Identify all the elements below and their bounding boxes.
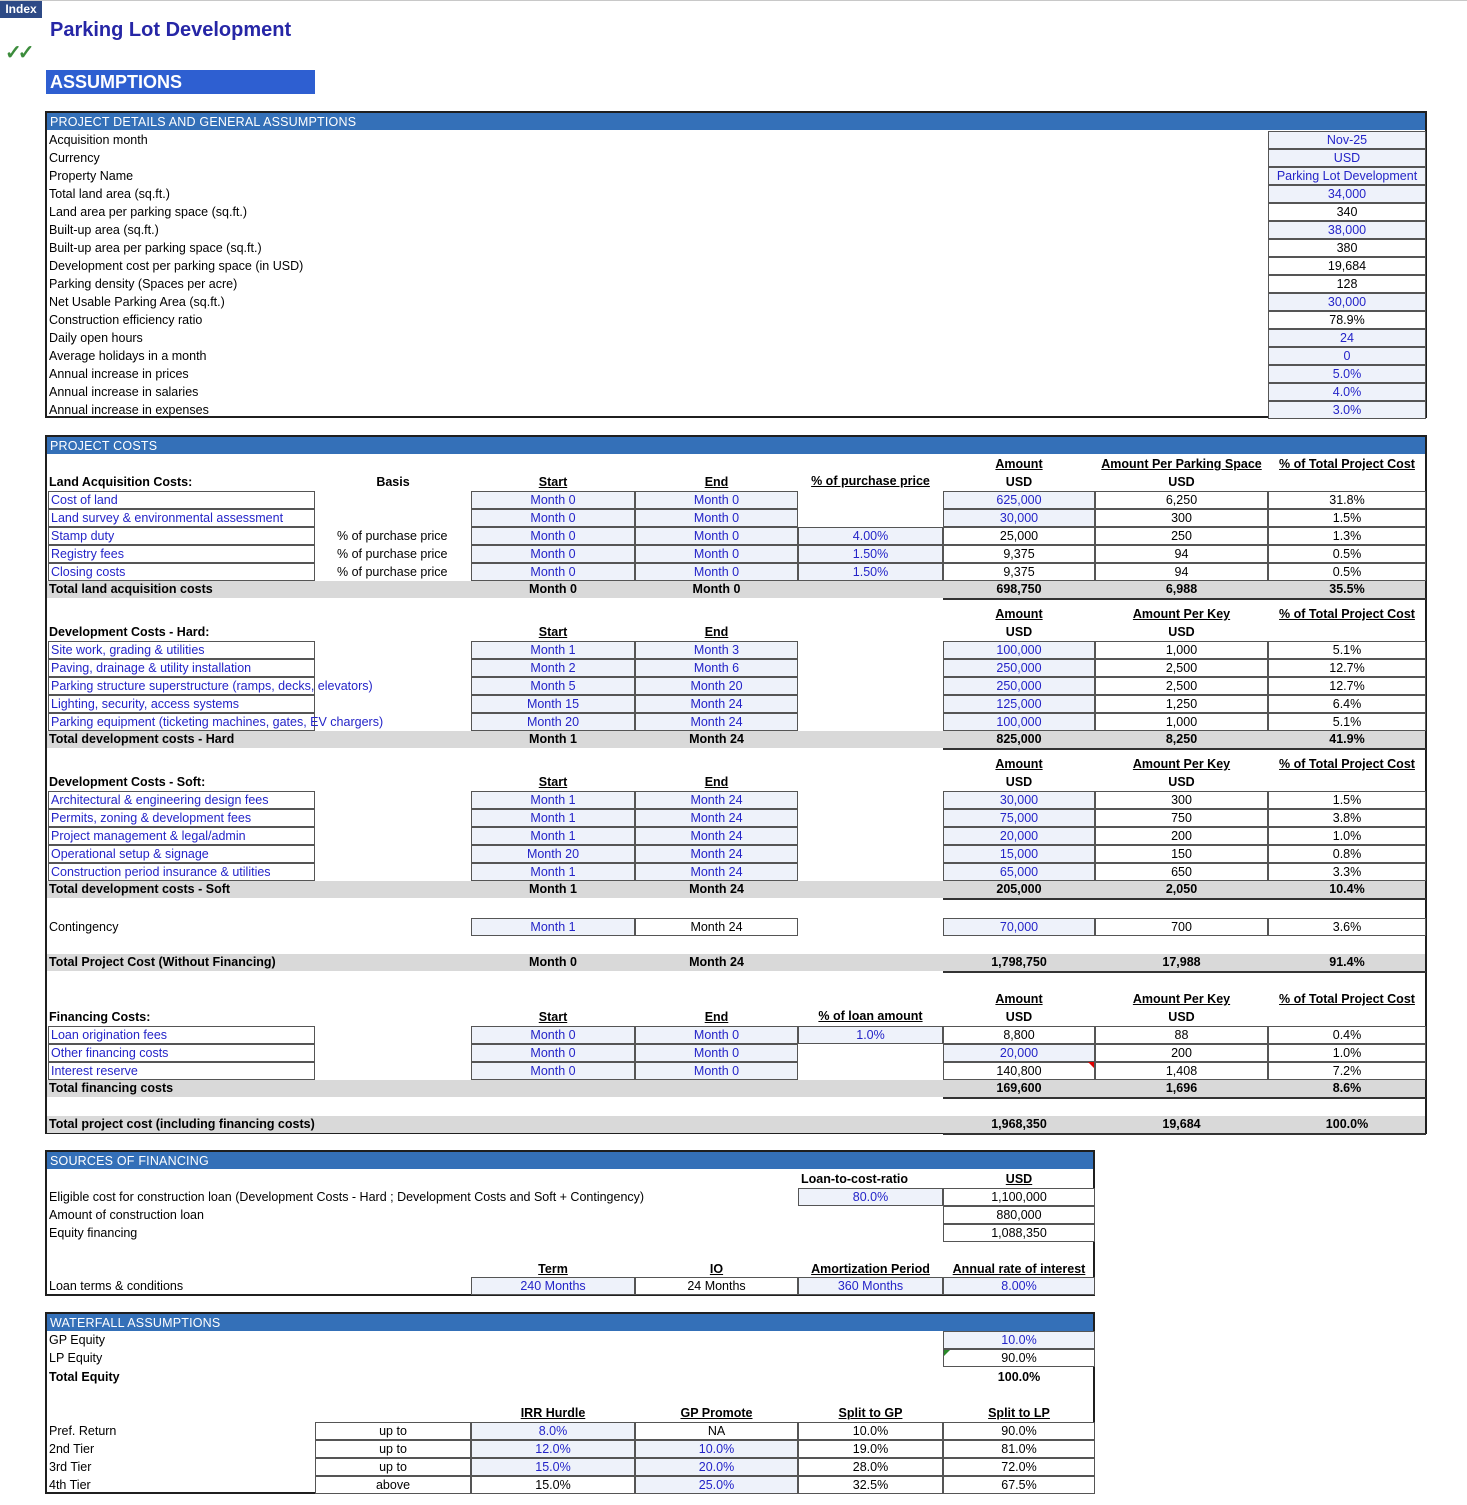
cost-item-per: 6,250	[1095, 491, 1268, 509]
total-start: Month 0	[529, 582, 577, 596]
tier-irr[interactable]: 15.0%	[471, 1458, 635, 1476]
cost-item-end[interactable]: Month 20	[635, 677, 798, 695]
per-usd-header: USD	[1168, 1010, 1195, 1024]
cost-item-end[interactable]: Month 0	[635, 1044, 798, 1062]
detail-value: 19,684	[1268, 257, 1426, 275]
amount-header: Amount	[995, 457, 1043, 471]
cost-item-amount: 8,800	[943, 1026, 1095, 1044]
total-double-line	[943, 1133, 1426, 1135]
total-per: 2,050	[1165, 882, 1198, 896]
cost-item-label[interactable]: Stamp duty	[48, 527, 315, 545]
ltc-input[interactable]: 80.0%	[798, 1188, 943, 1206]
split-lp-header: Split to LP	[988, 1406, 1050, 1420]
tier-label: 4th Tier	[49, 1478, 91, 1492]
pct-total-header: % of Total Project Cost	[1279, 992, 1415, 1006]
cost-item-basis: % of purchase price	[337, 565, 448, 579]
cost-item-end[interactable]: Month 24	[635, 695, 798, 713]
total-amount: 205,000	[996, 882, 1042, 896]
cost-item-share: 5.1%	[1268, 641, 1426, 659]
cost-item-start[interactable]: Month 0	[471, 491, 635, 509]
cost-item-amount[interactable]: 20,000	[943, 1044, 1095, 1062]
cost-item-label[interactable]: Paving, drainage & utility installation	[48, 659, 315, 677]
total-double-line	[943, 971, 1426, 973]
detail-value[interactable]: USD	[1268, 149, 1426, 167]
cost-item-start[interactable]: Month 1	[471, 863, 635, 881]
page-title: Parking Lot Development	[50, 19, 292, 41]
cost-item-end[interactable]: Month 6	[635, 659, 798, 677]
cost-item-per: 200	[1095, 827, 1268, 845]
rate-input[interactable]: 8.00%	[943, 1277, 1095, 1295]
cost-item-share: 0.4%	[1268, 1026, 1426, 1044]
tier-condition: up to	[315, 1422, 471, 1440]
total-label: Total financing costs	[49, 1081, 174, 1095]
cost-item-label[interactable]: Lighting, security, access systems	[48, 695, 315, 713]
cost-item-pct[interactable]: 1.50%	[798, 545, 943, 563]
total-double-line	[943, 1097, 1426, 1099]
start-header: Start	[538, 475, 568, 489]
tier-split-lp: 90.0%	[943, 1422, 1095, 1440]
cost-item-per: 1,000	[1095, 641, 1268, 659]
gp-equity-label: GP Equity	[49, 1333, 106, 1347]
top-border	[0, 0, 1467, 1]
pct-header: % of purchase price	[811, 474, 930, 488]
cost-item-label[interactable]: Construction period insurance & utilities	[48, 863, 315, 881]
cost-item-end[interactable]: Month 0	[635, 509, 798, 527]
cost-item-end[interactable]: Month 0	[635, 545, 798, 563]
cost-item-start[interactable]: Month 0	[471, 545, 635, 563]
tier-label: Pref. Return	[49, 1424, 117, 1438]
cost-item-per: 650	[1095, 863, 1268, 881]
cost-item-start[interactable]: Month 1	[471, 809, 635, 827]
cost-item-label[interactable]: Land survey & environmental assessment	[48, 509, 315, 527]
detail-value[interactable]: 0	[1268, 347, 1426, 365]
start-header: Start	[538, 625, 568, 639]
io-header: IO	[709, 1262, 724, 1276]
cost-item-amount[interactable]: 250,000	[943, 677, 1095, 695]
cost-item-label[interactable]: Closing costs	[48, 563, 315, 581]
cost-item-pct[interactable]: 4.00%	[798, 527, 943, 545]
basis-header: Basis	[376, 475, 410, 489]
cost-item-start[interactable]: Month 2	[471, 659, 635, 677]
detail-label: Total land area (sq.ft.)	[49, 187, 170, 201]
cost-item-label[interactable]: Project management & legal/admin	[48, 827, 315, 845]
cost-item-end[interactable]: Month 24	[635, 713, 798, 731]
cost-item-per: 1,000	[1095, 713, 1268, 731]
total-per: 19,684	[1162, 1117, 1201, 1131]
total-equity-label: Total Equity	[49, 1370, 120, 1384]
total-share: 10.4%	[1329, 882, 1365, 896]
cost-item-share: 1.0%	[1268, 1044, 1426, 1062]
cost-item-per: 1,250	[1095, 695, 1268, 713]
detail-value[interactable]: 34,000	[1268, 185, 1426, 203]
loan-amount-value: 880,000	[943, 1206, 1095, 1224]
total-per: 1,696	[1165, 1081, 1198, 1095]
gp-equity-input[interactable]: 10.0%	[943, 1331, 1095, 1349]
split-gp-header: Split to GP	[838, 1406, 903, 1420]
assumptions-banner: ASSUMPTIONS	[46, 70, 315, 94]
waterfall-header: WATERFALL ASSUMPTIONS	[47, 1314, 1093, 1331]
tier-irr[interactable]: 12.0%	[471, 1440, 635, 1458]
start-header: Start	[538, 775, 568, 789]
cost-item-amount[interactable]: 75,000	[943, 809, 1095, 827]
cost-item-start[interactable]: Month 5	[471, 677, 635, 695]
total-start: Month 1	[529, 882, 577, 896]
per-usd-header: USD	[1168, 625, 1195, 639]
cost-item-label[interactable]: Operational setup & signage	[48, 845, 315, 863]
total-share: 100.0%	[1325, 1117, 1369, 1131]
cost-item-start[interactable]: Month 0	[471, 1062, 635, 1080]
per-header: Amount Per Key	[1132, 757, 1231, 771]
cost-item-label[interactable]: Architectural & engineering design fees	[48, 791, 315, 809]
detail-value[interactable]: 30,000	[1268, 293, 1426, 311]
amortization-input[interactable]: 360 Months	[798, 1277, 943, 1295]
eligible-cost-value: 1,100,000	[943, 1188, 1095, 1206]
cost-item-start[interactable]: Month 0	[471, 1044, 635, 1062]
cost-item-basis: % of purchase price	[337, 529, 448, 543]
per-header: Amount Per Key	[1132, 607, 1231, 621]
total-double-line	[943, 898, 1426, 900]
cost-item-amount[interactable]: 30,000	[943, 509, 1095, 527]
cost-item-label[interactable]: Loan origination fees	[48, 1026, 315, 1044]
detail-value: 340	[1268, 203, 1426, 221]
detail-value: 380	[1268, 239, 1426, 257]
promote-header: GP Promote	[680, 1406, 753, 1420]
cost-item-end[interactable]: Month 3	[635, 641, 798, 659]
project_costs-hard-title: Development Costs - Hard:	[49, 625, 210, 639]
cost-item-per: 250	[1095, 527, 1268, 545]
detail-value: 78.9%	[1268, 311, 1426, 329]
loan-amount-label: Amount of construction loan	[49, 1208, 204, 1222]
cost-item-start[interactable]: Month 1	[471, 641, 635, 659]
total-amount: 1,968,350	[991, 1117, 1047, 1131]
equity-financing-label: Equity financing	[49, 1226, 138, 1240]
tier-irr: 15.0%	[471, 1476, 635, 1494]
cost-item-share: 12.7%	[1268, 677, 1426, 695]
eligible-cost-label: Eligible cost for construction loan (Development Costs - Hard ; Development Costs and Soft + Contingency)	[49, 1190, 645, 1204]
term-input[interactable]: 240 Months	[471, 1277, 635, 1295]
total-end: Month 0	[692, 582, 741, 596]
cost-item-share: 6.4%	[1268, 695, 1426, 713]
cost-item-start[interactable]: Month 0	[471, 1026, 635, 1044]
tier-split-lp: 67.5%	[943, 1476, 1095, 1494]
detail-label: Built-up area per parking space (sq.ft.)	[49, 241, 262, 255]
tier-split-gp: 28.0%	[798, 1458, 943, 1476]
cost-item-end[interactable]: Month 24	[635, 809, 798, 827]
tier-split-lp: 72.0%	[943, 1458, 1095, 1476]
per-header: Amount Per Parking Space	[1101, 457, 1262, 471]
cost-item-amount[interactable]: 100,000	[943, 641, 1095, 659]
cost-item-end[interactable]: Month 0	[635, 527, 798, 545]
rate-header: Annual rate of interest	[952, 1262, 1086, 1276]
project_costs-land-title: Land Acquisition Costs:	[49, 475, 193, 489]
total-share: 35.5%	[1329, 582, 1365, 596]
project_costs-financing-title: Financing Costs:	[49, 1010, 151, 1024]
cost-item-label[interactable]: Parking equipment (ticketing machines, gates, EV chargers)	[48, 713, 315, 731]
cost-item-start[interactable]: Month 0	[471, 563, 635, 581]
cost-item-share: 5.1%	[1268, 713, 1426, 731]
end-header: End	[704, 475, 729, 489]
tier-promote[interactable]: 25.0%	[635, 1476, 798, 1494]
detail-value[interactable]: 5.0%	[1268, 365, 1426, 383]
cost-item-share: 0.5%	[1268, 545, 1426, 563]
term-header: Term	[538, 1262, 568, 1276]
per-usd-header: USD	[1168, 475, 1195, 489]
cost-item-pct[interactable]: 1.0%	[798, 1026, 943, 1044]
cost-item-amount[interactable]: 250,000	[943, 659, 1095, 677]
cost-item-amount[interactable]: 65,000	[943, 863, 1095, 881]
index-tab[interactable]: Index	[0, 1, 42, 18]
equity-financing-value: 1,088,350	[943, 1224, 1095, 1242]
start-header: Start	[538, 1010, 568, 1024]
per-header: Amount Per Key	[1132, 992, 1231, 1006]
total-double-line	[943, 748, 1426, 750]
total-share: 41.9%	[1329, 732, 1365, 746]
tier-condition: up to	[315, 1458, 471, 1476]
total-end: Month 24	[689, 955, 744, 969]
contingency-share: 3.6%	[1268, 918, 1426, 936]
cost-item-amount: 9,375	[943, 545, 1095, 563]
cost-item-end[interactable]: Month 24	[635, 791, 798, 809]
cost-item-end[interactable]: Month 24	[635, 845, 798, 863]
sources-header: SOURCES OF FINANCING	[47, 1152, 1093, 1169]
cost-item-amount[interactable]: 20,000	[943, 827, 1095, 845]
cost-item-start[interactable]: Month 15	[471, 695, 635, 713]
detail-value: 128	[1268, 275, 1426, 293]
total-end: Month 24	[689, 732, 744, 746]
cost-item-pct[interactable]: 1.50%	[798, 563, 943, 581]
project_costs-soft-title: Development Costs - Soft:	[49, 775, 206, 789]
cost-item-label[interactable]: Site work, grading & utilities	[48, 641, 315, 659]
detail-label: Annual increase in salaries	[49, 385, 199, 399]
detail-value[interactable]: Parking Lot Development	[1268, 167, 1426, 185]
cost-item-per: 300	[1095, 791, 1268, 809]
usd-header: USD	[1005, 775, 1033, 789]
loan-terms-label: Loan terms & conditions	[49, 1279, 184, 1293]
total-double-line	[943, 598, 1426, 600]
end-header: End	[704, 625, 729, 639]
cost-item-share: 1.5%	[1268, 791, 1426, 809]
cost-item-per: 1,408	[1095, 1062, 1268, 1080]
pct-total-header: % of Total Project Cost	[1279, 757, 1415, 771]
cost-item-start[interactable]: Month 0	[471, 509, 635, 527]
irr-header: IRR Hurdle	[520, 1406, 586, 1420]
cost-item-start[interactable]: Month 0	[471, 527, 635, 545]
end-header: End	[704, 1010, 729, 1024]
cost-item-end[interactable]: Month 0	[635, 491, 798, 509]
cost-item-start[interactable]: Month 1	[471, 827, 635, 845]
tier-split-gp: 19.0%	[798, 1440, 943, 1458]
cost-item-amount[interactable]: 125,000	[943, 695, 1095, 713]
lp-equity-value: 90.0%	[943, 1349, 1095, 1367]
cost-item-per: 300	[1095, 509, 1268, 527]
detail-value[interactable]: Nov-25	[1268, 131, 1426, 149]
total-label: Total development costs - Hard	[49, 732, 235, 746]
tier-promote: NA	[635, 1422, 798, 1440]
contingency-per: 700	[1095, 918, 1268, 936]
cost-item-share: 31.8%	[1268, 491, 1426, 509]
tier-irr[interactable]: 8.0%	[471, 1422, 635, 1440]
total-share: 91.4%	[1329, 955, 1365, 969]
cost-item-per: 94	[1095, 545, 1268, 563]
cost-item-end[interactable]: Month 24	[635, 863, 798, 881]
detail-label: Built-up area (sq.ft.)	[49, 223, 159, 237]
contingency-start[interactable]: Month 1	[471, 918, 635, 936]
total-amount: 825,000	[996, 732, 1042, 746]
cost-item-start[interactable]: Month 1	[471, 791, 635, 809]
total-per: 6,988	[1165, 582, 1198, 596]
total-amount: 169,600	[996, 1081, 1042, 1095]
detail-label: Land area per parking space (sq.ft.)	[49, 205, 248, 219]
total-per: 8,250	[1165, 732, 1198, 746]
cost-item-per: 94	[1095, 563, 1268, 581]
detail-label: Net Usable Parking Area (sq.ft.)	[49, 295, 225, 309]
cost-item-start[interactable]: Month 20	[471, 845, 635, 863]
cost-item-per: 150	[1095, 845, 1268, 863]
total-start: Month 1	[529, 732, 577, 746]
detail-label: Development cost per parking space (in USD)	[49, 259, 304, 273]
tier-promote[interactable]: 10.0%	[635, 1440, 798, 1458]
cost-item-end[interactable]: Month 0	[635, 563, 798, 581]
tier-split-gp: 10.0%	[798, 1422, 943, 1440]
usd-header: USD	[1005, 475, 1033, 489]
total-amount: 1,798,750	[991, 955, 1047, 969]
cost-item-amount[interactable]: 30,000	[943, 791, 1095, 809]
total-per: 17,988	[1162, 955, 1201, 969]
cost-item-amount: 25,000	[943, 527, 1095, 545]
comment-marker	[1088, 1062, 1094, 1068]
detail-label: Daily open hours	[49, 331, 143, 345]
cost-item-share: 12.7%	[1268, 659, 1426, 677]
cost-item-share: 1.5%	[1268, 509, 1426, 527]
total-label: Total project cost (including financing costs)	[49, 1117, 315, 1131]
cost-item-start[interactable]: Month 20	[471, 713, 635, 731]
contingency-label: Contingency	[49, 920, 119, 934]
pct-header: % of loan amount	[818, 1009, 923, 1023]
detail-label: Acquisition month	[49, 133, 148, 147]
detail-label: Construction efficiency ratio	[49, 313, 203, 327]
cost-item-label[interactable]: Permits, zoning & development fees	[48, 809, 315, 827]
cost-item-share: 7.2%	[1268, 1062, 1426, 1080]
detail-label: Currency	[49, 151, 100, 165]
total-amount: 698,750	[996, 582, 1042, 596]
cost-item-share: 0.8%	[1268, 845, 1426, 863]
tier-promote[interactable]: 20.0%	[635, 1458, 798, 1476]
tier-split-gp: 32.5%	[798, 1476, 943, 1494]
cost-item-share: 3.8%	[1268, 809, 1426, 827]
cost-item-end[interactable]: Month 24	[635, 827, 798, 845]
cost-item-amount[interactable]: 100,000	[943, 713, 1095, 731]
amount-header: Amount	[995, 992, 1043, 1006]
total-equity-value: 100.0%	[997, 1370, 1041, 1384]
check-icon: ✓✓	[5, 42, 31, 64]
detail-label: Annual increase in prices	[49, 367, 189, 381]
cost-item-label[interactable]: Other financing costs	[48, 1044, 315, 1062]
usd-header: USD	[1005, 625, 1033, 639]
contingency-amount[interactable]: 70,000	[943, 918, 1095, 936]
cost-item-per: 2,500	[1095, 677, 1268, 695]
cost-item-per: 750	[1095, 809, 1268, 827]
contingency-end: Month 24	[635, 918, 798, 936]
cost-item-share: 0.5%	[1268, 563, 1426, 581]
cost-item-amount: 9,375	[943, 563, 1095, 581]
amortization-header: Amortization Period	[811, 1262, 930, 1276]
total-end: Month 24	[689, 882, 744, 896]
note-marker	[944, 1350, 950, 1356]
cost-item-share: 1.0%	[1268, 827, 1426, 845]
tier-label: 2nd Tier	[49, 1442, 95, 1456]
cost-item-per: 200	[1095, 1044, 1268, 1062]
cost-item-amount: 140,800	[943, 1062, 1095, 1080]
detail-value[interactable]: 3.0%	[1268, 401, 1426, 419]
detail-label: Annual increase in expenses	[49, 403, 209, 417]
usd-header: USD	[1005, 1172, 1033, 1186]
pct-total-header: % of Total Project Cost	[1279, 607, 1415, 621]
cost-item-label[interactable]: Interest reserve	[48, 1062, 315, 1080]
total-start: Month 0	[529, 955, 577, 969]
ltc-header: Loan-to-cost-ratio	[801, 1172, 908, 1186]
cost-item-share: 3.3%	[1268, 863, 1426, 881]
amount-header: Amount	[995, 607, 1043, 621]
total-label: Total Project Cost (Without Financing)	[49, 955, 276, 969]
tier-condition: above	[315, 1476, 471, 1494]
detail-value[interactable]: 24	[1268, 329, 1426, 347]
cost-item-per: 88	[1095, 1026, 1268, 1044]
cost-item-end[interactable]: Month 0	[635, 1062, 798, 1080]
project-details-header: PROJECT DETAILS AND GENERAL ASSUMPTIONS	[47, 113, 1425, 130]
tier-split-lp: 81.0%	[943, 1440, 1095, 1458]
tier-label: 3rd Tier	[49, 1460, 92, 1474]
detail-label: Average holidays in a month	[49, 349, 207, 363]
detail-value[interactable]: 38,000	[1268, 221, 1426, 239]
total-share: 8.6%	[1332, 1081, 1362, 1095]
detail-value[interactable]: 4.0%	[1268, 383, 1426, 401]
cost-item-amount[interactable]: 625,000	[943, 491, 1095, 509]
detail-label: Parking density (Spaces per acre)	[49, 277, 238, 291]
cost-item-per: 2,500	[1095, 659, 1268, 677]
io-value: 24 Months	[635, 1277, 798, 1295]
pct-total-header: % of Total Project Cost	[1279, 457, 1415, 471]
end-header: End	[704, 775, 729, 789]
amount-header: Amount	[995, 757, 1043, 771]
cost-item-label[interactable]: Parking structure superstructure (ramps, decks, elevators)	[48, 677, 315, 695]
total-label: Total development costs - Soft	[49, 882, 231, 896]
cost-item-end[interactable]: Month 0	[635, 1026, 798, 1044]
per-usd-header: USD	[1168, 775, 1195, 789]
cost-item-amount[interactable]: 15,000	[943, 845, 1095, 863]
project-costs-header: PROJECT COSTS	[47, 437, 1425, 454]
cost-item-label[interactable]: Registry fees	[48, 545, 315, 563]
tier-condition: up to	[315, 1440, 471, 1458]
total-label: Total land acquisition costs	[49, 582, 213, 596]
cost-item-share: 1.3%	[1268, 527, 1426, 545]
detail-label: Property Name	[49, 169, 134, 183]
usd-header: USD	[1005, 1010, 1033, 1024]
cost-item-basis: % of purchase price	[337, 547, 448, 561]
cost-item-label[interactable]: Cost of land	[48, 491, 315, 509]
lp-equity-label: LP Equity	[49, 1351, 103, 1365]
